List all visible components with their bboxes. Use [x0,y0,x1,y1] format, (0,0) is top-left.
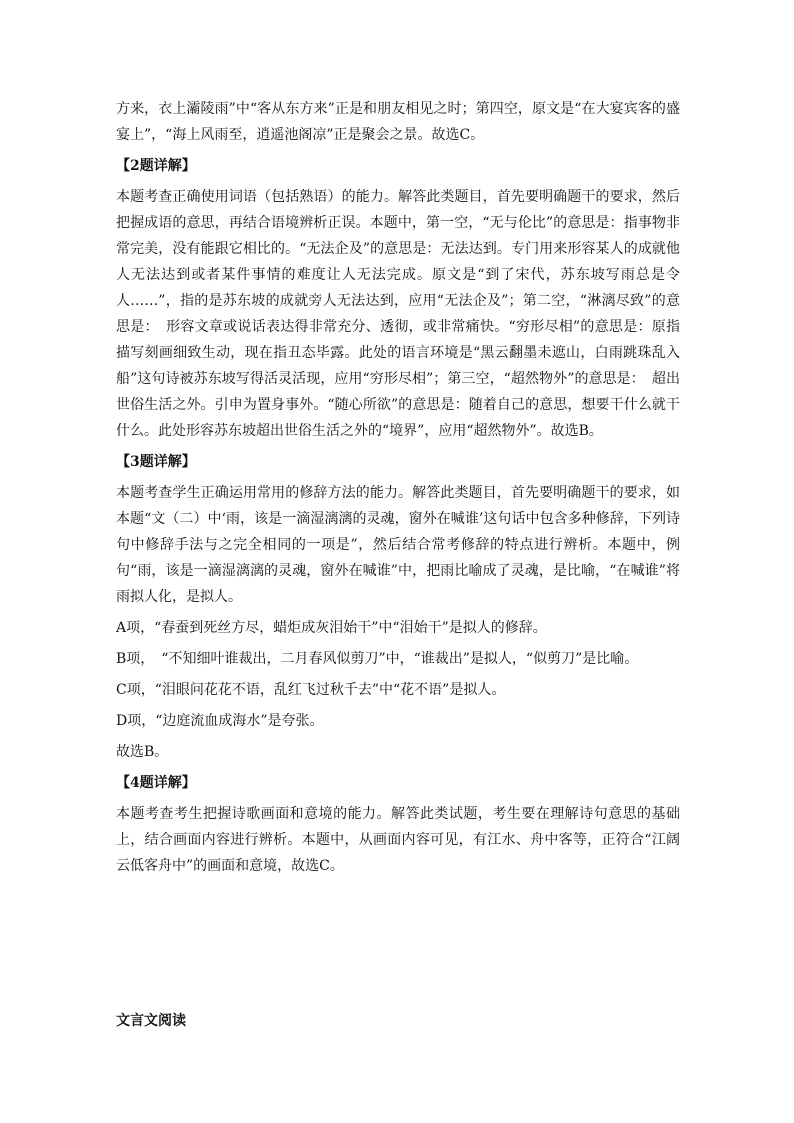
paragraph-q4-explanation: 本题考查考生把握诗歌画面和意境的能力。解答此类试题，考生要在理解诗句意思的基础上，结合画面内容进行辨析。本题中，从画面内容可见，有江水、舟中客等，正符合“江阔云低客舟中”的画面和意境，故选C。 [116,806,680,874]
option-d: D项，“边庭流血成海水”是夸张。 [116,713,324,729]
answer-q3: 故选B。 [116,744,169,760]
paragraph-q1-continuation: 方来，衣上灞陵雨”中“客从东方来”正是和朋友相见之时；第四空，原文是“在大宴宾客的盛宴上”，“海上风雨至，逍遥池阁凉”正是聚会之景。故选C。 [116,101,680,143]
option-a: A项，“春蚕到死丝方尽，蜡炬成灰泪始干”中“泪始干”是拟人的修辞。 [116,620,547,636]
paragraph-q2-explanation: 本题考查正确使用词语（包括熟语）的能力。解答此类题目，首先要明确题干的要求，然后把握成语的意思，再结合语境辨析正误。本题中，第一空，“无与伦比”的意思是：指事物非常完美，没有能跟它相比的。“无法企及”的意思是：无法达到。专门用来形容某人的成就他人无法达到或者某件事情的难度让人无法完成。原文是“到了宋代，苏东坡写雨总是令人……”，指的是苏东坡的成就旁人无法达到，应用“无法企及”；第二空，“淋漓尽致”的意思是： 形容文章或说话表达得非常充分、透彻，或非常痛快。“穷形尽相”的意思是：原指描写刻画细致生动，现在指丑态毕露。此处的语言环境是“黑云翻墨未遮山，白雨跳珠乱入船”这句诗被苏东坡写得活灵活现，应用“穷形尽相”；第三空，“超然物外”的意思是： 超出世俗生活之外。引申为置身事外。“随心所欲”的意思是：随着自己的意思，想要干什么就干什么。此处形容苏东坡超出世俗生活之外的“境界”，应用“超然物外”。故选B。 [116,189,680,439]
paragraph-q3-explanation: 本题考查学生正确运用常用的修辞方法的能力。解答此类题目，首先要明确题干的要求，如本题“文（二）中‘雨，该是一滴湿漓漓的灵魂，窗外在喊谁’这句话中包含多种修辞，下列诗句中修辞手法与之完全相同的一项是”，然后结合常考修辞的特点进行辨析。本题中，例句“雨，该是一滴湿漓漓的灵魂，窗外在喊谁”中，把雨比喻成了灵魂，是比喻，“在喊谁”将雨拟人化，是拟人。 [116,485,680,605]
heading-q3-explanation: 【3题详解】 [116,454,196,470]
heading-q4-explanation: 【4题详解】 [116,775,196,791]
option-b: B项， “不知细叶谁裁出，二月春风似剪刀”中，“谁裁出”是拟人，“似剪刀”是比喻。 [116,651,639,667]
heading-q2-explanation: 【2题详解】 [116,158,196,174]
option-c: C项，“泪眼问花花不语，乱红飞过秋千去”中“花不语”是拟人。 [116,682,506,698]
section-title: 文言文阅读 [116,1013,186,1029]
document-body [116,96,680,884]
